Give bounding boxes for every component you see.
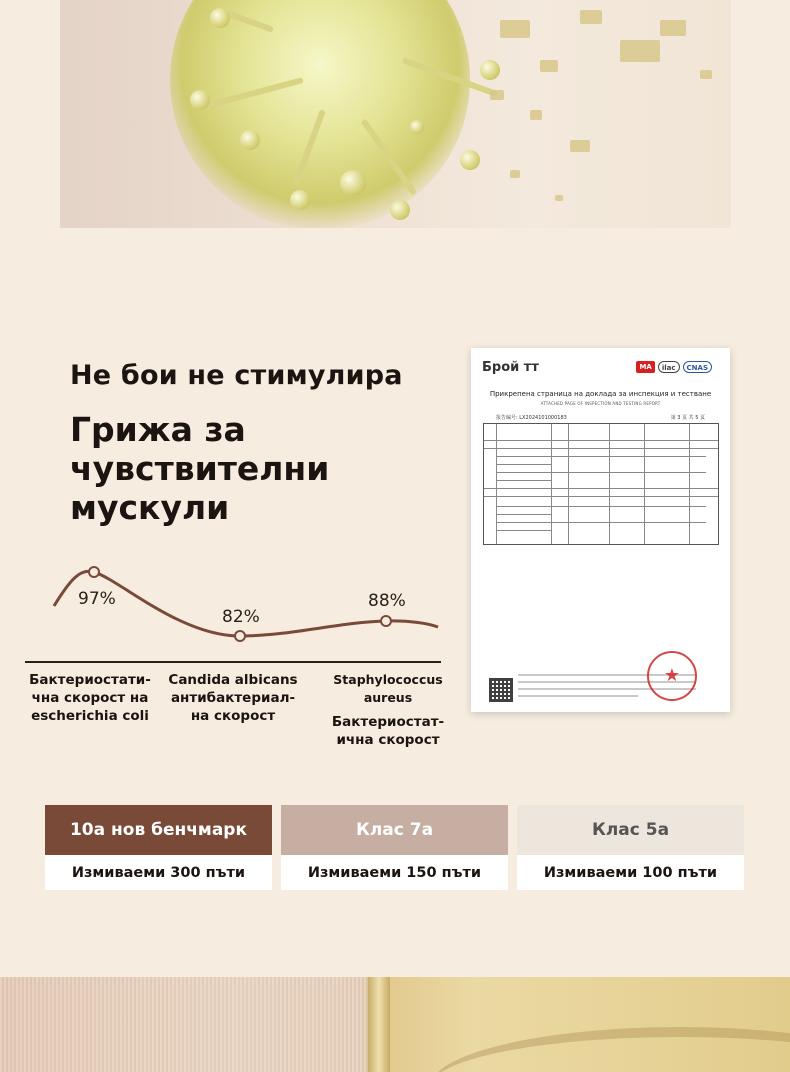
page-title	[70, 410, 480, 527]
test-report-certificate	[471, 348, 730, 712]
dust-particle	[490, 90, 504, 100]
dust-particle	[620, 40, 660, 62]
virus-knob	[410, 120, 424, 134]
curve-point-3	[381, 616, 391, 626]
table-column-rule	[568, 424, 569, 544]
certificate-table	[483, 423, 719, 545]
ilac-logo-icon: ilac	[658, 361, 680, 373]
dust-particle	[700, 70, 712, 79]
rate-label-2-line: Candida albicans	[168, 672, 298, 688]
subtitle: Не бои не стимулира	[70, 360, 403, 391]
fabric-photo	[0, 977, 790, 1072]
red-star-stamp-icon: ★	[647, 651, 697, 701]
rate-value-2: 82%	[222, 607, 260, 627]
table-rule	[484, 448, 718, 449]
virus-knob	[210, 8, 230, 28]
accreditation-logos	[636, 361, 712, 373]
table-column-rule	[609, 424, 610, 544]
table-column-rule	[496, 424, 497, 544]
virus-knob	[240, 130, 260, 150]
rate-label-3-line: Staphylococcus aureus	[333, 672, 443, 705]
rate-label-1	[20, 671, 160, 725]
tier-3-header: Клас 5а	[517, 805, 744, 855]
tier-1-description: Измиваеми 300 пъти	[45, 855, 272, 890]
virus-knob	[290, 190, 310, 210]
curve-point-1	[89, 567, 99, 577]
dust-particle	[500, 20, 530, 38]
rate-label-2-line: антибактериал-	[170, 690, 296, 706]
table-column-rule	[689, 424, 690, 544]
virus-knob	[480, 60, 500, 80]
fabric-waistband	[368, 977, 390, 1072]
virus-knob	[460, 150, 480, 170]
dust-particle	[660, 20, 686, 36]
table-rule	[496, 472, 706, 473]
rate-label-2	[163, 671, 303, 725]
ma-logo-icon: MA	[636, 361, 654, 373]
table-rule	[496, 530, 551, 531]
certificate-badge: Брой тт	[482, 360, 539, 375]
dust-particle	[555, 195, 563, 201]
rate-label-1-line: escherichia coli	[31, 708, 149, 724]
rate-label-3	[308, 671, 468, 749]
table-column-rule	[551, 424, 552, 544]
title-line-2: чувствителни мускули	[70, 449, 330, 527]
table-rule	[496, 464, 551, 465]
dust-particle	[510, 170, 520, 178]
certificate-subheading: ATTACHED PAGE OF INSPECTION AND TESTING REPORT	[540, 401, 661, 406]
dust-particle	[570, 140, 590, 152]
certificate-heading: Прикрепена страница на доклада за инспекция и тестване	[489, 390, 712, 398]
table-rule	[496, 514, 551, 515]
table-rule	[484, 440, 718, 441]
dust-particle	[530, 110, 542, 120]
qr-code-icon	[489, 678, 513, 702]
rate-value-1: 97%	[78, 589, 116, 609]
table-rule	[496, 456, 706, 457]
table-rule	[484, 488, 718, 489]
title-line-1: Грижа за	[70, 410, 246, 449]
rate-value-3: 88%	[368, 591, 406, 611]
virus-knob	[390, 200, 410, 220]
hero-virus-image	[60, 0, 731, 228]
rate-label-2-line: на скорост	[190, 708, 276, 724]
table-rule	[496, 480, 551, 481]
report-number: 报告编号: LX2024101000183	[496, 415, 567, 421]
table-rule	[484, 496, 718, 497]
rate-label-3-line: ична скорост	[336, 732, 440, 748]
tier-2-description: Измиваеми 150 пъти	[281, 855, 508, 890]
tier-2-header: Клас 7а	[281, 805, 508, 855]
fabric-seam	[430, 1027, 790, 1072]
fabric-knit-texture	[0, 977, 368, 1072]
table-column-rule	[644, 424, 645, 544]
curve-point-2	[235, 631, 245, 641]
cnas-logo-icon: CNAS	[683, 361, 712, 373]
footer-text-line	[518, 695, 638, 697]
rate-label-1-line: чна скорост на	[31, 690, 149, 706]
virus-knob	[190, 90, 210, 110]
table-rule	[496, 506, 706, 507]
rates-divider	[25, 661, 441, 663]
virus-knob	[340, 170, 366, 196]
dust-particle	[580, 10, 602, 24]
rate-label-1-line: Бактериостати-	[29, 672, 151, 688]
tier-1-header: 10а нов бенчмарк	[45, 805, 272, 855]
tier-3-description: Измиваеми 100 пъти	[517, 855, 744, 890]
rate-label-3-line: Бактериостат-	[331, 714, 445, 730]
page-number: 第 3 页 共 5 页	[670, 415, 705, 421]
table-rule	[496, 522, 706, 523]
dust-particle	[540, 60, 558, 72]
